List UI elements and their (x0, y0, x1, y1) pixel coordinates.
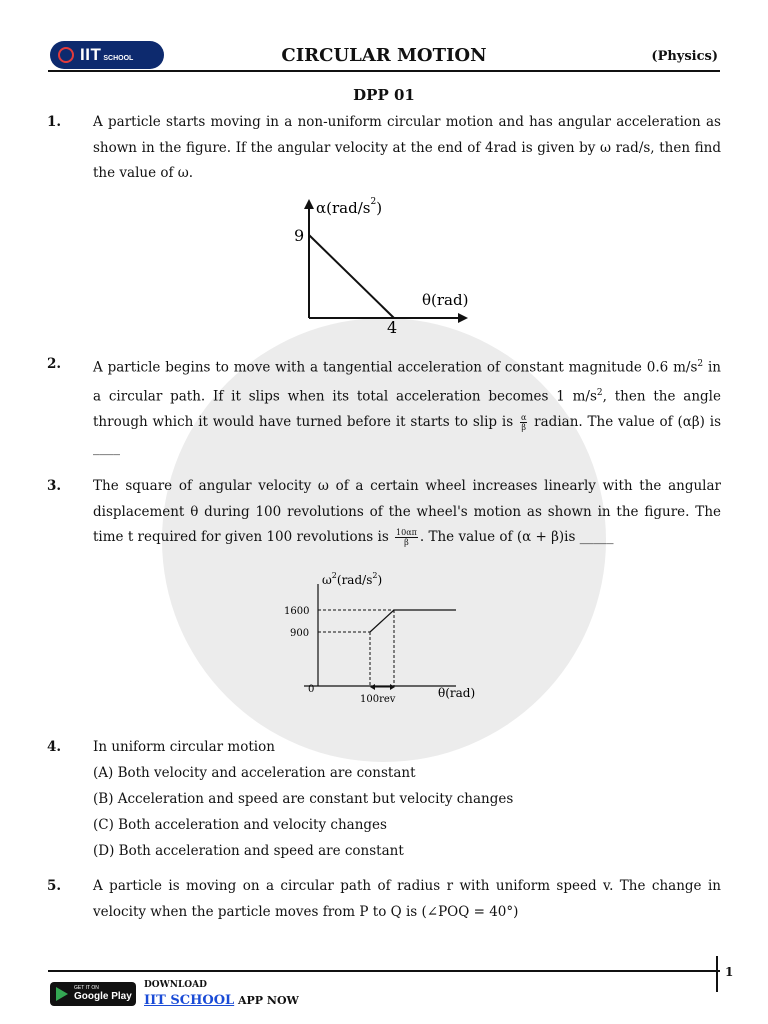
question-number-4: 4. (47, 739, 62, 755)
graph2-tick-1600: 1600 (284, 606, 310, 617)
app-now-text: APP NOW (234, 994, 299, 1007)
question-text-4: In uniform circular motion (93, 739, 275, 755)
question-text-3: The square of angular velocity ω of a certain wheel increases linearly with the angular displacement θ during 100 revolutions of the wheel's motion as shown in the figure. The time t required for given 100 revolutions is $\frac{10\alpha\pi}{\beta}$ . The value of (α + β)is _____ (93, 478, 721, 547)
graph1-x-arrow-icon (458, 313, 468, 323)
google-play-icon (56, 987, 68, 1001)
omega-squared-graph (280, 562, 490, 710)
logo-main-text: IIT (80, 45, 102, 64)
graph1-y-value: 9 (294, 226, 305, 245)
question-number-2: 2. (47, 356, 62, 372)
graph2-span-left-arrow-icon (370, 684, 375, 690)
graph1-y-label: $\alpha(rad/s^2)$ (316, 197, 383, 217)
graph2-y-label: $\omega^2(rad/s^2)$ (322, 571, 383, 587)
fraction-alpha-beta: $\frac{\alpha}{\beta}$ (520, 413, 527, 432)
graph1-y-arrow-icon (304, 199, 314, 209)
page-number: 1 (725, 965, 734, 979)
question-text-2: A particle begins to move with a tangential acceleration of constant magnitude 0.6 $m/s^2$ in a circular path. If it slips when its total acceleration becomes 1 $m/s^2$, then the angle through which it would have turned before it starts to slip is $\frac{\alpha}{\beta}$ radian. The value of (αβ) is ____ (93, 359, 721, 456)
graph2-tick-900: 900 (290, 628, 310, 639)
question-text-5: A particle is moving on a circular path of radius r with uniform speed v. The change in velocity when the particle moves from P to Q is (∠POQ = 40°) (93, 878, 721, 920)
store-name-text: Google Play (74, 991, 132, 1002)
footer-divider (48, 970, 720, 972)
graph1-x-value: 4 (387, 318, 398, 337)
store-small-text: GET IT ON (74, 985, 99, 991)
dpp-heading: DPP 01 (353, 86, 415, 104)
question-number-5: 5. (47, 878, 62, 894)
question-number-3: 3. (47, 478, 62, 494)
option-a[interactable]: (A) Both velocity and acceleration are constant (93, 765, 416, 781)
graph2-x-label: θ(rad) (438, 686, 476, 700)
download-app-line (144, 993, 299, 1008)
logo-sub-text: SCHOOL (103, 55, 134, 62)
graph1-x-label: θ(rad) (422, 291, 469, 309)
graph1-line (309, 235, 394, 318)
graph2-rising-line (370, 610, 394, 632)
graph2-origin: 0 (308, 684, 315, 695)
graph2-span-right-arrow-icon (390, 684, 395, 690)
graph2-span-label: 100rev (360, 694, 396, 705)
question-text-1: A particle starts moving in a non-uniform circular motion and has angular acceleration as shown in the figure. If the angular velocity at the end of 4rad is given by ω rad/s, then find the value of ω. (93, 114, 721, 181)
subject-label: (Physics) (651, 49, 718, 64)
download-label: DOWNLOAD (144, 980, 207, 990)
question-number-1: 1. (47, 114, 62, 130)
fraction-time: $\frac{10\alpha\pi}{\beta}$ (396, 528, 417, 547)
footer-page-marker (716, 956, 718, 992)
page-title: CIRCULAR MOTION (281, 45, 487, 66)
iit-school-app-link[interactable]: IIT SCHOOL (144, 993, 235, 1008)
option-d[interactable]: (D) Both acceleration and speed are constant (93, 843, 404, 859)
option-b[interactable]: (B) Acceleration and speed are constant but velocity changes (93, 791, 514, 807)
angular-acceleration-graph (280, 185, 480, 340)
google-play-badge[interactable] (50, 982, 136, 1006)
option-c[interactable]: (C) Both acceleration and velocity changes (93, 817, 387, 833)
header-divider (48, 70, 720, 72)
